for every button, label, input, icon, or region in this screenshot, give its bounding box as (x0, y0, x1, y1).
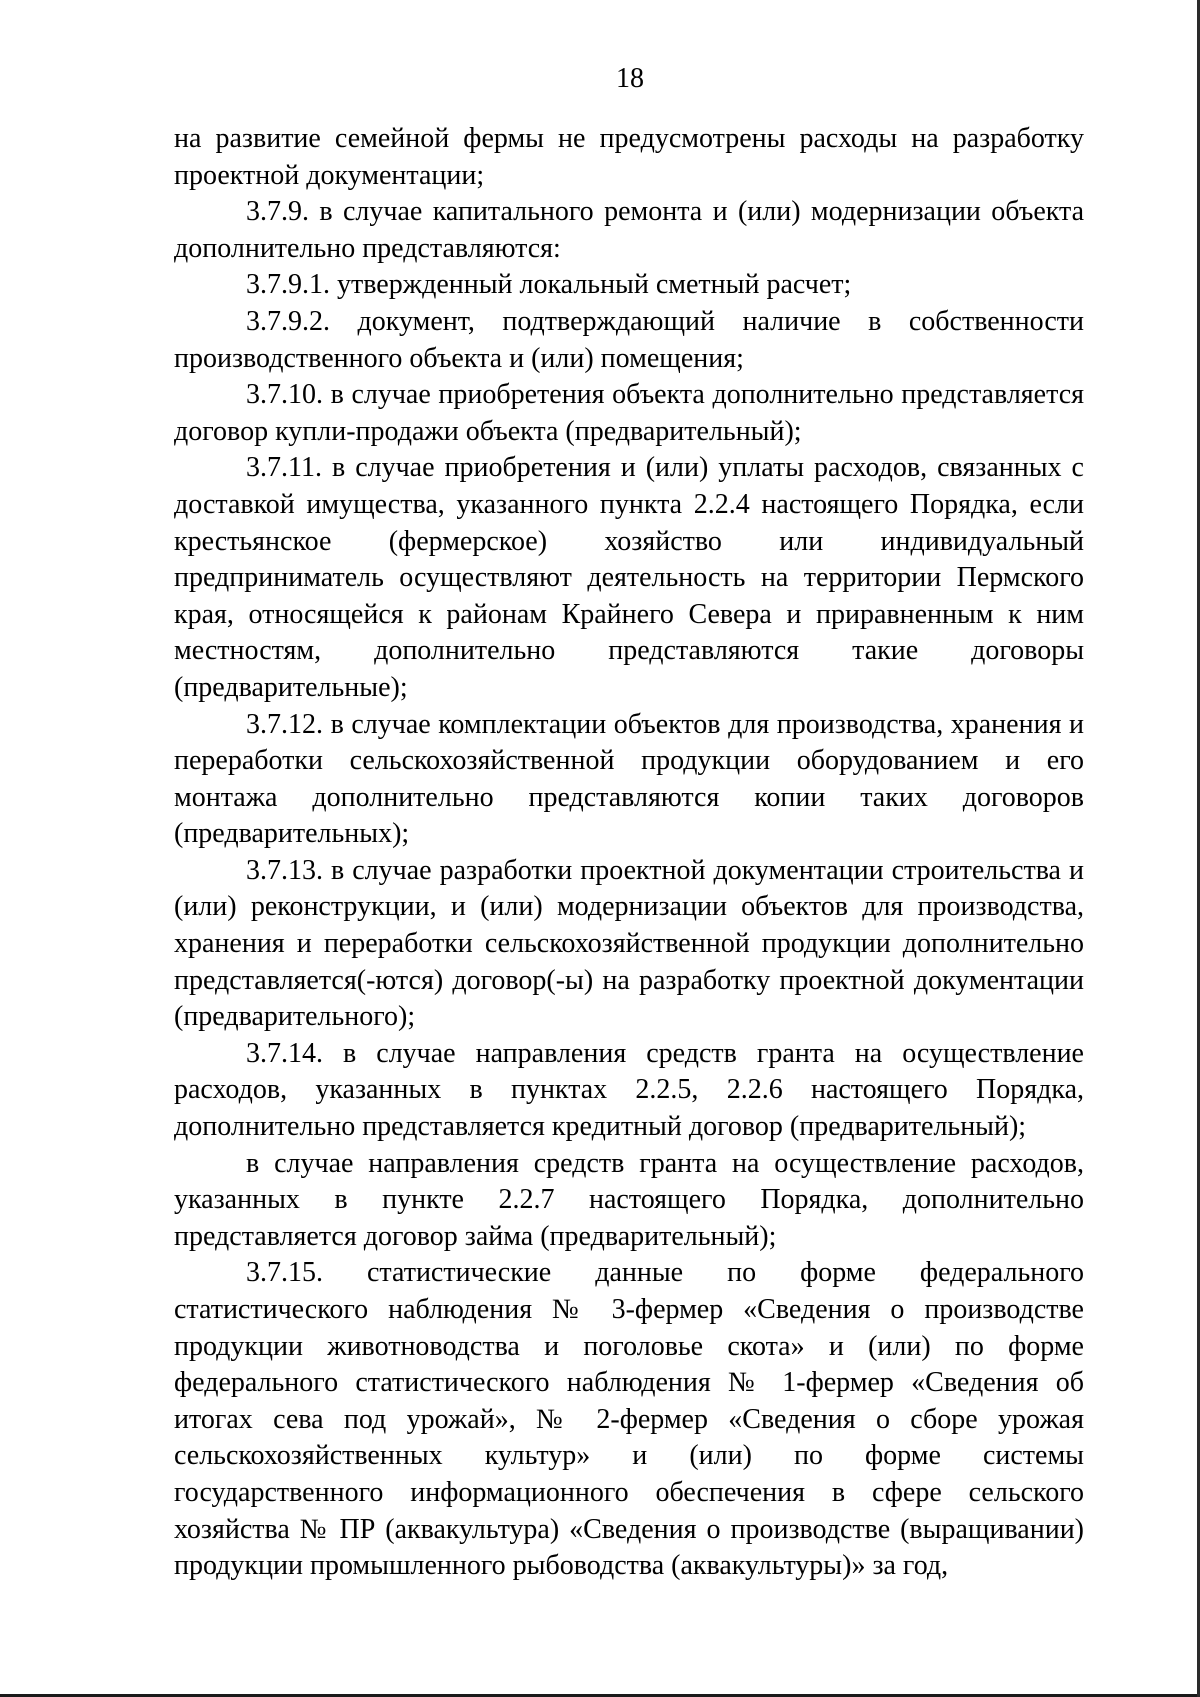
paragraph-3-7-11: 3.7.11. в случае приобретения и (или) уплаты расходов, связанных с доставкой имущества, указанного пункта 2.2.4 настоящего Порядка, если крестьянское (фермерское) хозяйство или индивидуальный предприниматель осуществляют деятельность на территории Пермского края, относящейся к районам Крайнего Севера и приравненным к ним местностям, дополнительно представляются такие договоры (предварительные); (174, 452, 1084, 703)
paragraph-3-7-14: 3.7.14. в случае направления средств гранта на осуществление расходов, указанных в пунктах 2.2.5, 2.2.6 настоящего Порядка, дополнительно представляется кредитный договор (предварительный); (174, 1037, 1084, 1143)
paragraph-continuation: на развитие семейной фермы не предусмотрены расходы на разработку проектной документации; (174, 123, 1084, 191)
page-number: 18 (616, 63, 644, 94)
paragraph-3-7-15: 3.7.15. статистические данные по форме федерального статистического наблюдения № 3-фермер «Сведения о производстве продукции животноводства и поголовье скота» и (или) по форме федерального статистического наблюдения № 1-фермер «Сведения об итогах сева под урожай», № 2-фермер «Сведения о сборе урожая сельскохозяйственных культур» и (или) по форме системы государственного информационного обеспечения в сфере сельского хозяйства № ПР (аквакультура) «Сведения о производстве (выращивании) продукции промышленного рыбоводства (аквакультуры)» за год, (174, 1257, 1084, 1582)
paragraph-3-7-9-1: 3.7.9.1. утвержденный локальный сметный расчет; (246, 269, 852, 301)
paragraph-3-7-12: 3.7.12. в случае комплектации объектов для производства, хранения и переработки сельскохозяйственной продукции оборудованием и его монтажа дополнительно представляются копии таких договоров (предварительных); (174, 708, 1084, 850)
paragraph-3-7-9-2: 3.7.9.2. документ, подтверждающий наличие в собственности производственного объекта и (или) помещения; (174, 305, 1084, 374)
document-body (174, 121, 1084, 1585)
paragraph-3-7-13: 3.7.13. в случае разработки проектной документации строительства и (или) реконструкции, и (или) модернизации объектов для производства, хранения и переработки сельскохозяйственной продукции дополнительно представляется(-ются) договор(-ы) на разработку проектной документации (предварительного); (174, 854, 1084, 1033)
paragraph-3-7-14-loan: в случае направления средств гранта на осуществление расходов, указанных в пункте 2.2.7 настоящего Порядка, дополнительно представляется договор займа (предварительный); (174, 1147, 1084, 1252)
paragraph-3-7-10: 3.7.10. в случае приобретения объекта дополнительно представляется договор купли-продажи объекта (предварительный); (174, 379, 1084, 447)
paragraph-3-7-9: 3.7.9. в случае капитального ремонта и (или) модернизации объекта дополнительно представляются: (174, 196, 1084, 264)
